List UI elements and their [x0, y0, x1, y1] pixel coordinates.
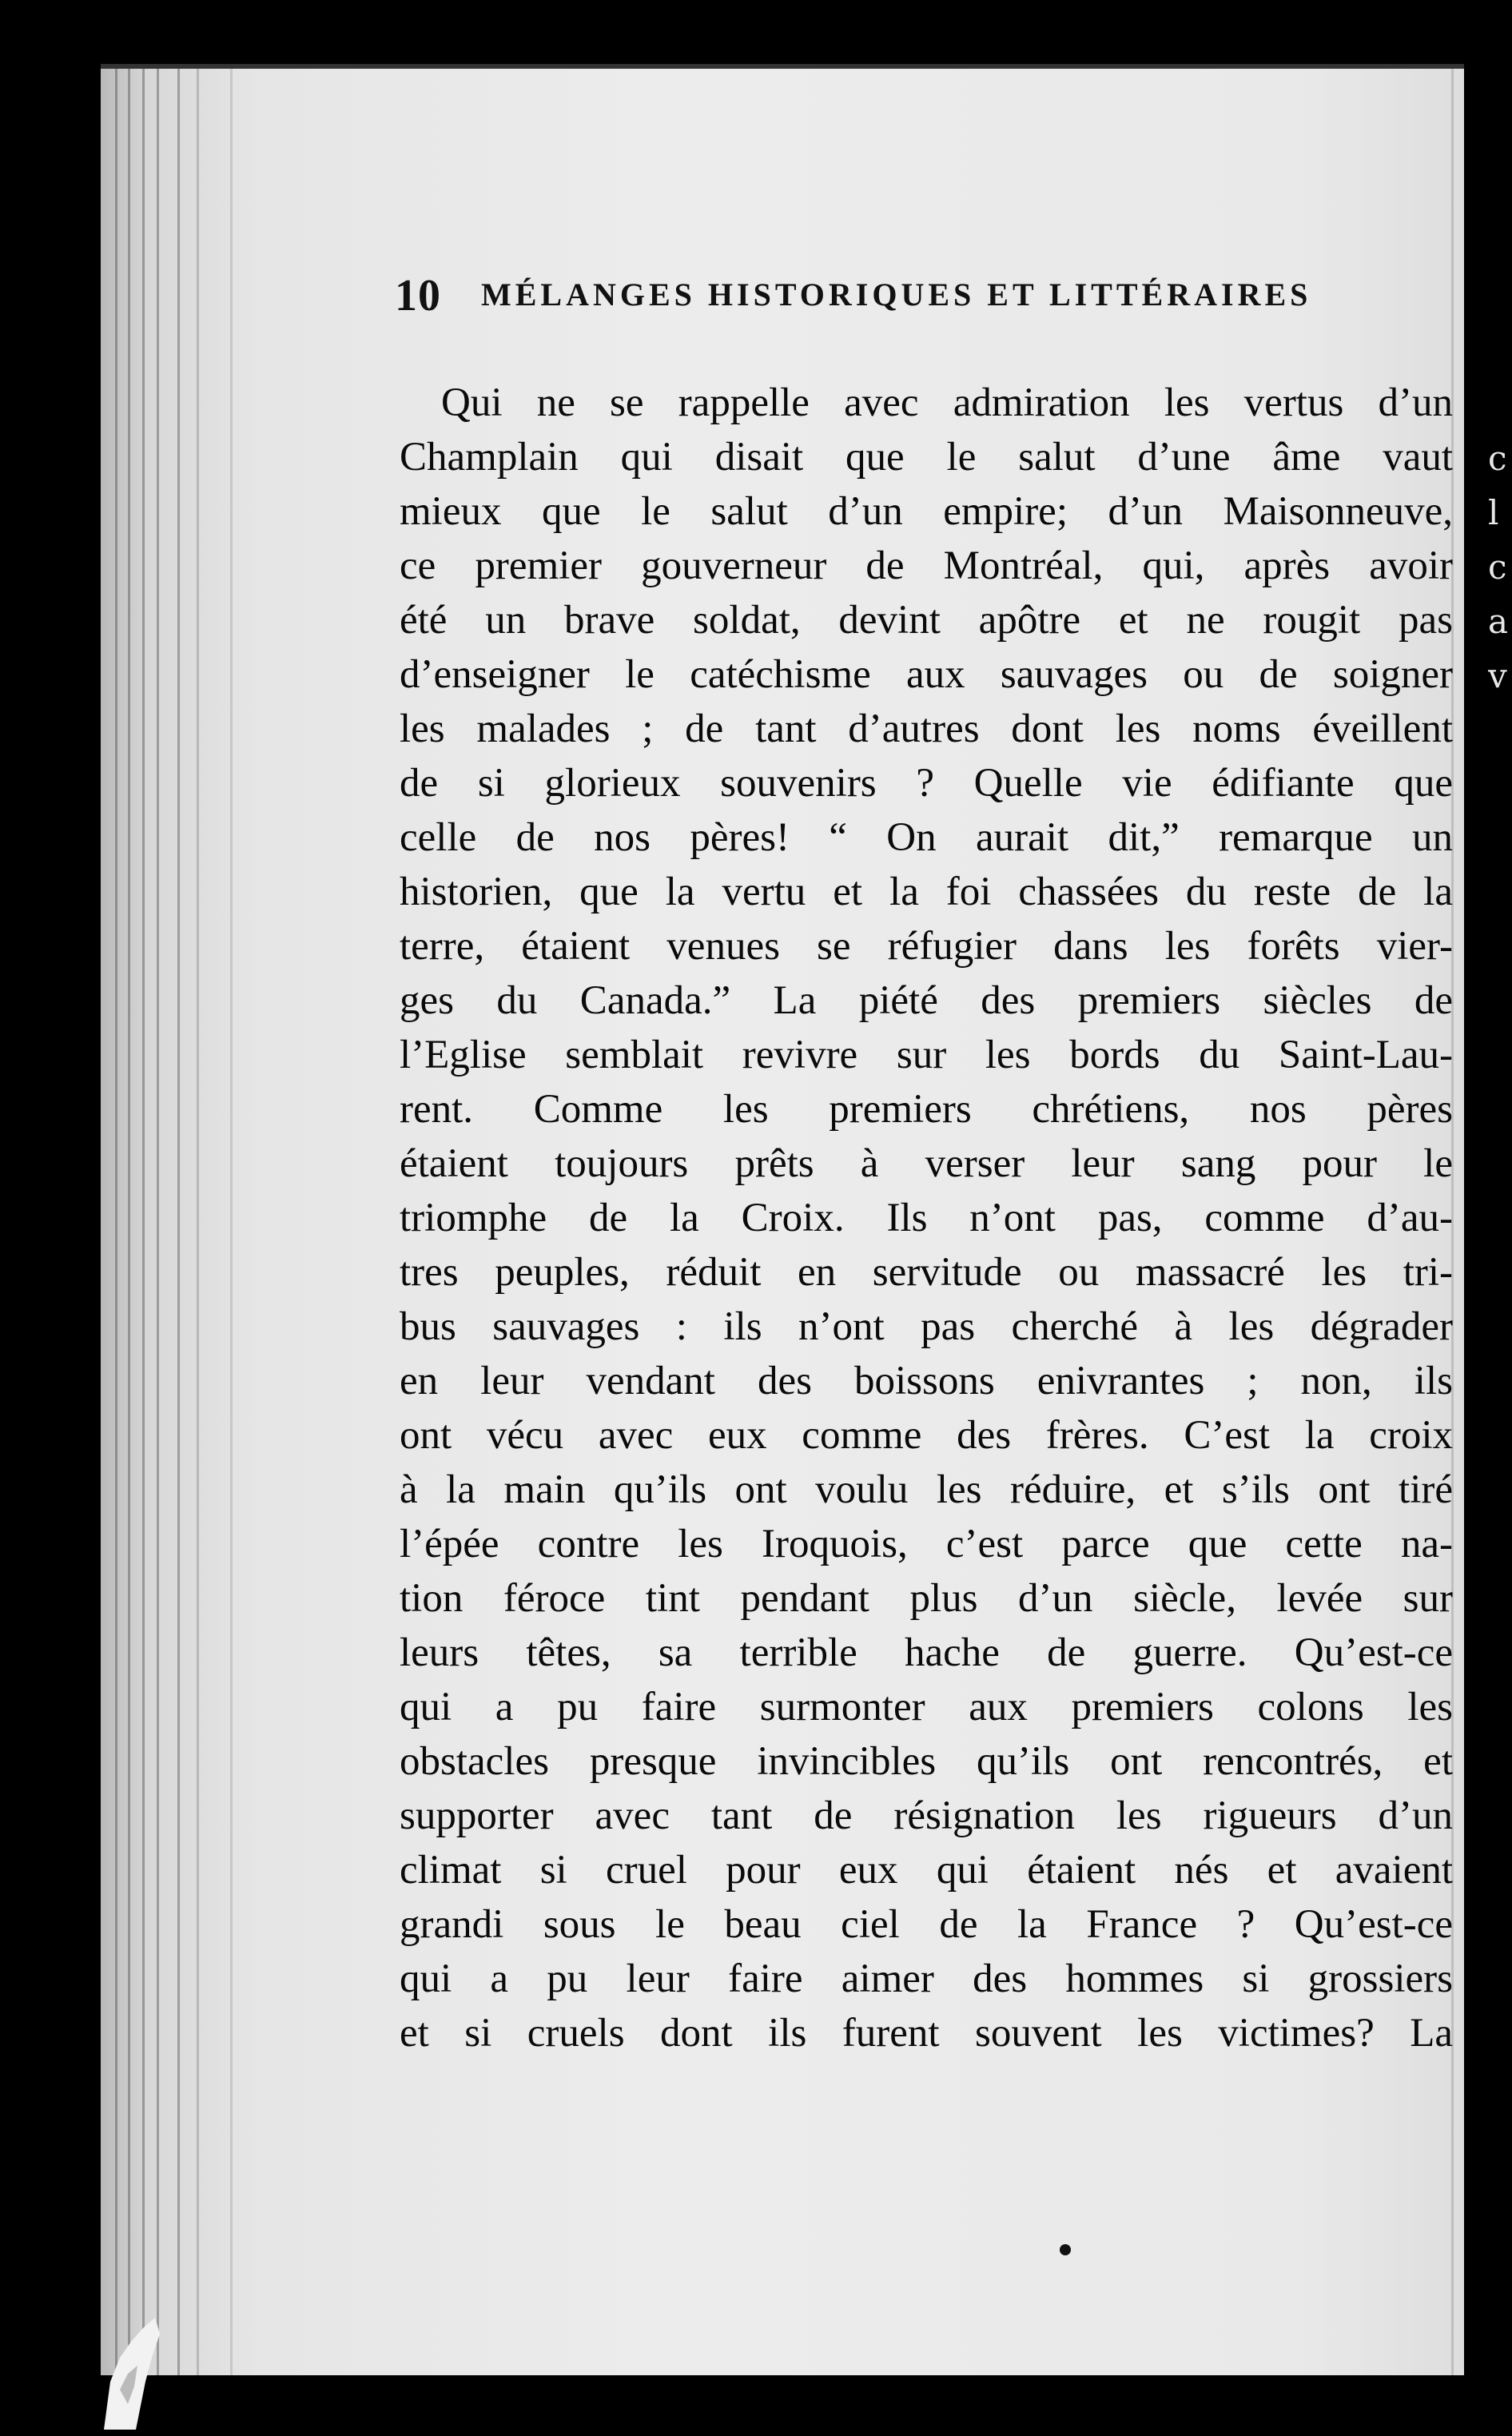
adjacent-letter: a: [1488, 602, 1509, 641]
text-line: ont vécu avec eux comme des frères. C’est la croix: [400, 1413, 1453, 1458]
text-line: et si cruels dont ils furent souvent les victimes? La: [400, 2011, 1453, 2056]
scan-streak: [177, 69, 180, 2375]
library-stamp-icon: [96, 2310, 168, 2430]
text-line: été un brave soldat, devint apôtre et ne rougit pas: [400, 598, 1453, 643]
text-line: en leur vendant des boissons enivrantes ; non, ils: [400, 1359, 1453, 1403]
adjacent-letter: v: [1488, 656, 1507, 695]
text-line: celle de nos pères! “ On aurait dit,” remarque un: [400, 815, 1453, 860]
text-line: d’enseigner le catéchisme aux sauvages ou de soigner: [400, 652, 1453, 697]
text-line: les malades ; de tant d’autres dont les noms éveillent: [400, 707, 1453, 751]
scan-streak: [142, 69, 145, 2375]
scan-streak: [115, 69, 117, 2375]
ink-dot: [1060, 2244, 1071, 2255]
scan-streak: [230, 69, 233, 2375]
text-line: qui a pu faire surmonter aux premiers colons les: [400, 1685, 1453, 1729]
text-line: qui a pu leur faire aimer des hommes si grossiers: [400, 1956, 1453, 2001]
scan-streak: [157, 69, 159, 2375]
page-header: [395, 270, 1311, 321]
text-line: étaient toujours prêts à verser leur sang pour le: [400, 1141, 1453, 1186]
text-line: historien, que la vertu et la foi chassées du reste de la: [400, 870, 1453, 914]
body-text: [400, 376, 1453, 2060]
adjacent-letter: c: [1488, 547, 1507, 587]
scan-streak: [128, 69, 130, 2375]
text-line: tion féroce tint pendant plus d’un siècle, levée sur: [400, 1576, 1453, 1621]
text-line: Champlain qui disait que le salut d’une âme vaut: [400, 435, 1453, 480]
text-line: supporter avec tant de résignation les rigueurs d’un: [400, 1793, 1453, 1838]
text-line: l’Eglise semblait revivre sur les bords du Saint-Lau-: [400, 1033, 1453, 1077]
text-line: de si glorieux souvenirs ? Quelle vie édifiante que: [400, 761, 1453, 806]
text-line: climat si cruel pour eux qui étaient nés et avaient: [400, 1848, 1453, 1893]
adjacent-letter: c: [1488, 439, 1507, 478]
adjacent-page-letters: [1488, 432, 1512, 703]
text-line: obstacles presque invincibles qu’ils ont rencontrés, et: [400, 1739, 1453, 1784]
text-line: tres peuples, réduit en servitude ou massacré les tri-: [400, 1250, 1453, 1295]
page-number: 10: [395, 271, 441, 320]
scan-streak: [197, 69, 199, 2375]
text-line: Qui ne se rappelle avec admiration les vertus d’un: [441, 380, 1453, 425]
adjacent-letter: l: [1488, 493, 1499, 532]
text-line: à la main qu’ils ont voulu les réduire, et s’ils ont tiré: [400, 1467, 1453, 1512]
text-line: rent. Comme les premiers chrétiens, nos pères: [400, 1087, 1453, 1132]
text-line: ce premier gouverneur de Montréal, qui, après avoir: [400, 543, 1453, 588]
text-line: terre, étaient venues se réfugier dans les forêts vier-: [400, 924, 1453, 969]
text-line: bus sauvages : ils n’ont pas cherché à les dégrader: [400, 1304, 1453, 1349]
text-line: triomphe de la Croix. Ils n’ont pas, comme d’au-: [400, 1196, 1453, 1240]
text-line: grandi sous le beau ciel de la France ? Qu’est-ce: [400, 1902, 1453, 1947]
text-line: mieux que le salut d’un empire; d’un Maisonneuve,: [400, 489, 1453, 534]
text-line: leurs têtes, sa terrible hache de guerre. Qu’est-ce: [400, 1630, 1453, 1675]
text-line: ges du Canada.” La piété des premiers siècles de: [400, 978, 1453, 1023]
running-title: MÉLANGES HISTORIQUES ET LITTÉRAIRES: [481, 277, 1312, 312]
text-line: l’épée contre les Iroquois, c’est parce que cette na-: [400, 1522, 1453, 1566]
adjacent-page-edge: [1464, 0, 1512, 2436]
